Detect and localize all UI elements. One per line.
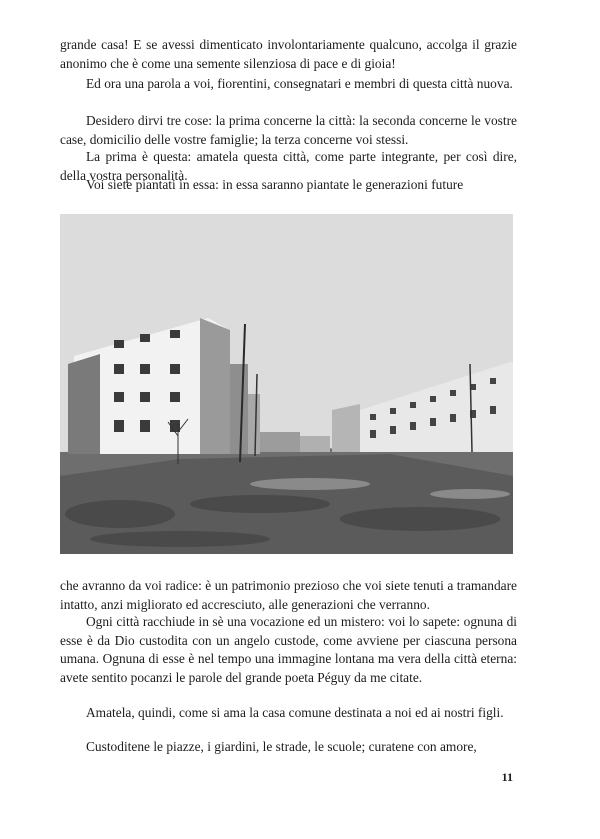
paragraph-6: che avranno da voi radice: è un patrimonio prezioso che voi siete tenuti a tramandare intatto, anzi migliorato ed accresciuto, alle generazioni che verranno. [60,578,517,612]
paragraph-3: Desidero dirvi tre cose: la prima concerne la città: la seconda concerne le vostre case, domicilio delle vostre famiglie; la terza concerne voi stessi. [60,113,517,147]
paragraph-1: grande casa! E se avessi dimenticato involontariamente qualcuno, accolga il grazie anonimo che è come una semente silenziosa di pace e di gioia! [60,37,517,71]
paragraph-9: Custoditene le piazze, i giardini, le strade, le scuole; curatene con amore, [86,739,477,754]
page-number: 11 [501,770,513,784]
paragraph-7: Ogni città racchiude in sè una vocazione ed un mistero: voi lo sapete: ognuna di esse è da Dio custodita con un angelo custode, come avviene per ciascuna persona umana. Ognuna di esse è nel tempo una immagine lontana ma vera della città eterna: avete sentito pocanzi le parole del grande poeta Péguy da me citate. [60,614,517,685]
housing-photograph [60,214,513,554]
paragraph-8: Amatela, quindi, come si ama la casa comune destinata a noi ed ai nostri figli. [86,705,504,720]
paragraph-4: La prima è questa: amatela questa città, come parte integrante, per così dire, della vostra personalità. [60,149,517,183]
paragraph-5: Voi siete piantati in essa: in essa saranno piantate le generazioni future [86,177,464,192]
paragraph-2: Ed ora una parola a voi, fiorentini, consegnatari e membri di questa città nuova. [86,76,513,91]
